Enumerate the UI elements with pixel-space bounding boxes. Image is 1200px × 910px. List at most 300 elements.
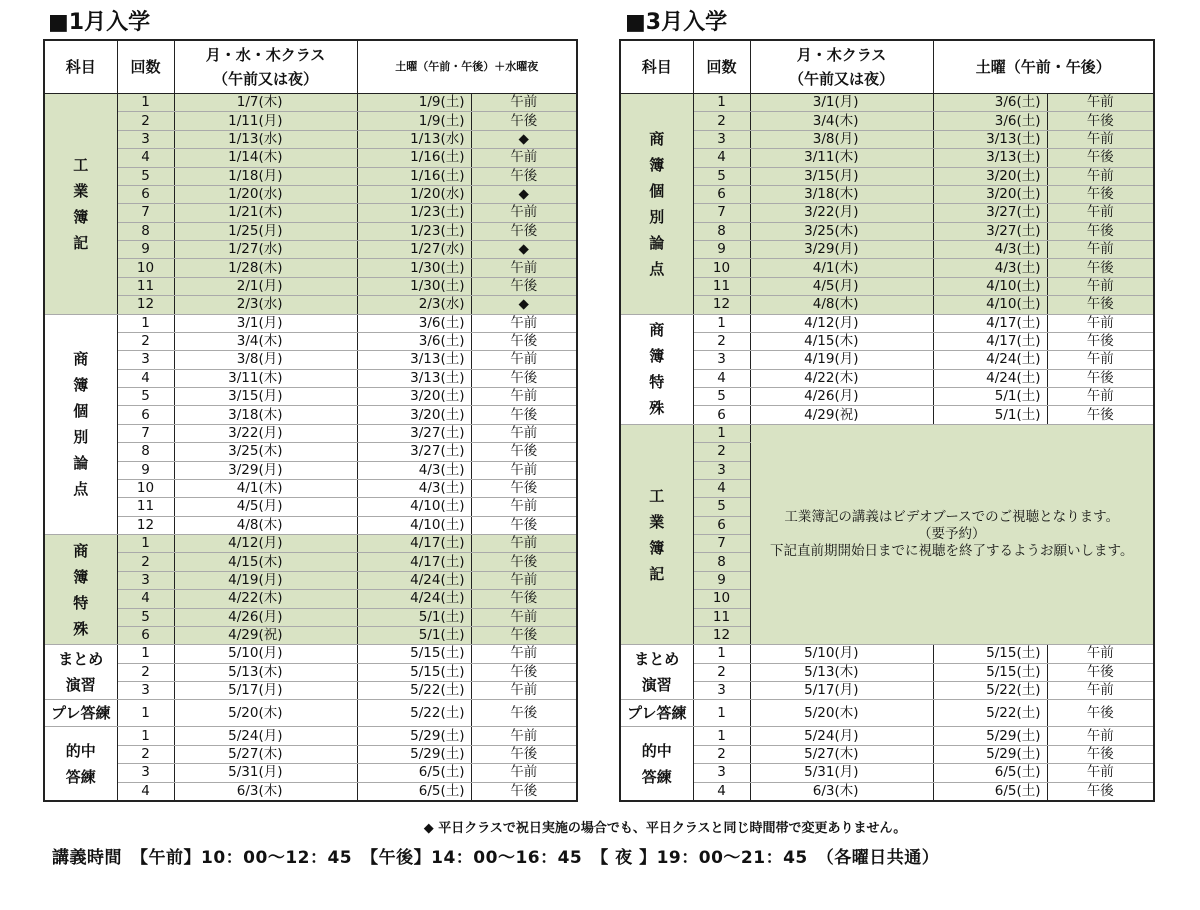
weekday-date: 4/5(月) bbox=[750, 277, 933, 295]
table-row bbox=[44, 222, 577, 240]
subject-label: 商 bbox=[649, 321, 665, 340]
header-subject: 科目 bbox=[620, 40, 693, 94]
table-row bbox=[44, 149, 577, 167]
session-number: 1 bbox=[693, 700, 750, 727]
weekend-date: 4/10(土) bbox=[357, 516, 471, 534]
weekday-date: 4/1(木) bbox=[174, 479, 357, 497]
table-row bbox=[620, 663, 1154, 681]
left-section-title: ■1月入学 bbox=[48, 10, 151, 35]
table-row bbox=[620, 204, 1154, 222]
weekend-date: 1/30(土) bbox=[357, 259, 471, 277]
subject-label: 殊 bbox=[73, 619, 89, 638]
session-number: 2 bbox=[693, 745, 750, 763]
time-slot: 午前 bbox=[1047, 241, 1154, 259]
weekend-date: 3/20(土) bbox=[933, 167, 1047, 185]
header-weekday-line2: （午前又は夜） bbox=[788, 70, 894, 88]
subject-label: 殊 bbox=[649, 399, 665, 418]
weekend-date: 1/16(土) bbox=[357, 149, 471, 167]
session-number: 2 bbox=[117, 745, 174, 763]
weekday-date: 4/22(木) bbox=[750, 369, 933, 387]
session-number: 12 bbox=[117, 516, 174, 534]
session-number: 10 bbox=[117, 479, 174, 497]
session-number: 5 bbox=[117, 388, 174, 406]
table-row bbox=[620, 332, 1154, 350]
subject-label: 別 bbox=[73, 428, 89, 447]
weekday-date: 3/8(月) bbox=[750, 130, 933, 148]
weekend-date: 1/9(土) bbox=[357, 94, 471, 112]
weekday-date: 1/11(月) bbox=[174, 112, 357, 130]
table-row bbox=[620, 764, 1154, 782]
time-slot: 午後 bbox=[1047, 745, 1154, 763]
table-row bbox=[620, 406, 1154, 424]
subject-label: 簿 bbox=[649, 347, 665, 366]
session-number: 3 bbox=[117, 351, 174, 369]
session-number: 3 bbox=[117, 571, 174, 589]
session-number: 1 bbox=[693, 94, 750, 112]
time-slot: 午前 bbox=[471, 645, 577, 663]
session-number: 1 bbox=[117, 645, 174, 663]
session-number: 11 bbox=[117, 498, 174, 516]
session-number: 4 bbox=[693, 369, 750, 387]
weekday-date: 3/15(月) bbox=[174, 388, 357, 406]
session-number: 5 bbox=[693, 167, 750, 185]
session-number: 6 bbox=[117, 406, 174, 424]
time-slot: 午前 bbox=[471, 535, 577, 553]
table-row bbox=[44, 241, 577, 259]
weekday-date: 3/15(月) bbox=[750, 167, 933, 185]
subject-label: 個 bbox=[73, 402, 89, 421]
time-slot: 午前 bbox=[471, 571, 577, 589]
session-number: 5 bbox=[693, 498, 750, 516]
time-slot: 午前 bbox=[1047, 130, 1154, 148]
session-number: 11 bbox=[693, 608, 750, 626]
subject-label: 点 bbox=[73, 480, 89, 499]
session-number: 6 bbox=[693, 516, 750, 534]
table-row bbox=[620, 241, 1154, 259]
weekday-date: 3/29(月) bbox=[174, 461, 357, 479]
session-number: 9 bbox=[693, 571, 750, 589]
weekend-date: 3/27(土) bbox=[933, 204, 1047, 222]
session-number: 6 bbox=[117, 185, 174, 203]
session-number: 1 bbox=[117, 700, 174, 727]
subject-cell bbox=[44, 94, 117, 315]
table-row bbox=[620, 745, 1154, 763]
weekend-date: 3/27(土) bbox=[357, 424, 471, 442]
session-number: 7 bbox=[117, 204, 174, 222]
weekday-date: 3/1(月) bbox=[750, 94, 933, 112]
weekend-date: 5/1(土) bbox=[933, 388, 1047, 406]
session-number: 1 bbox=[693, 727, 750, 745]
session-number: 3 bbox=[693, 682, 750, 700]
subject-label: 記 bbox=[649, 564, 665, 583]
subject-label: 簿 bbox=[73, 207, 89, 226]
header-weekday-class bbox=[750, 40, 933, 94]
session-number: 4 bbox=[117, 149, 174, 167]
weekend-date: 6/5(土) bbox=[357, 782, 471, 801]
table-row bbox=[44, 332, 577, 350]
weekday-date: 5/31(月) bbox=[750, 764, 933, 782]
weekday-date: 4/15(木) bbox=[750, 332, 933, 350]
time-slot: 午後 bbox=[1047, 406, 1154, 424]
session-number: 5 bbox=[117, 167, 174, 185]
time-slot: 午前 bbox=[1047, 94, 1154, 112]
time-slot: 午後 bbox=[471, 167, 577, 185]
session-number: 4 bbox=[117, 369, 174, 387]
subject-cell bbox=[44, 314, 117, 535]
subject-label: 論 bbox=[649, 233, 665, 252]
table-row bbox=[44, 351, 577, 369]
weekend-date: 4/24(土) bbox=[933, 369, 1047, 387]
weekend-date: 3/20(土) bbox=[357, 388, 471, 406]
session-number: 1 bbox=[117, 727, 174, 745]
weekend-date: 1/23(土) bbox=[357, 222, 471, 240]
weekday-date: 1/18(月) bbox=[174, 167, 357, 185]
time-slot: 午後 bbox=[1047, 369, 1154, 387]
weekend-date: 5/15(土) bbox=[357, 645, 471, 663]
session-number: 6 bbox=[693, 406, 750, 424]
weekday-date: 5/17(月) bbox=[174, 682, 357, 700]
session-number: 3 bbox=[693, 764, 750, 782]
subject-label: プレ答練 bbox=[51, 704, 111, 723]
weekday-date: 1/20(水) bbox=[174, 185, 357, 203]
subject-label: 商 bbox=[73, 541, 89, 560]
weekday-date: 1/7(木) bbox=[174, 94, 357, 112]
weekday-date: 4/12(月) bbox=[750, 314, 933, 332]
weekday-date: 1/27(水) bbox=[174, 241, 357, 259]
weekday-date: 5/10(月) bbox=[750, 645, 933, 663]
time-slot: 午後 bbox=[1047, 663, 1154, 681]
weekend-date: 3/27(土) bbox=[357, 443, 471, 461]
subject-label: 工 bbox=[73, 155, 89, 174]
table-row bbox=[44, 516, 577, 534]
table-row bbox=[44, 406, 577, 424]
weekday-date: 5/27(木) bbox=[174, 745, 357, 763]
weekend-date: 4/24(土) bbox=[357, 571, 471, 589]
subject-label: 論 bbox=[73, 454, 89, 473]
session-number: 4 bbox=[693, 479, 750, 497]
video-booth-note: 工業簿記の講義はビデオブースでのご視聴となります。 （要予約） 下記直前期開始日までに視聴を終了するようお願いします。 bbox=[750, 424, 1154, 645]
weekday-date: 3/1(月) bbox=[174, 314, 357, 332]
session-number: 9 bbox=[693, 241, 750, 259]
time-slot: 午後 bbox=[471, 479, 577, 497]
weekday-date: 4/29(祝) bbox=[174, 626, 357, 644]
weekday-date: 1/13(水) bbox=[174, 130, 357, 148]
session-number: 3 bbox=[693, 351, 750, 369]
time-slot: 午後 bbox=[471, 553, 577, 571]
time-slot: 午前 bbox=[471, 149, 577, 167]
weekday-date: 3/4(木) bbox=[174, 332, 357, 350]
table-row bbox=[620, 782, 1154, 801]
time-slot: 午後 bbox=[471, 782, 577, 801]
subject-label: 商 bbox=[73, 350, 89, 369]
table-header-row bbox=[620, 40, 1154, 94]
time-slot: 午前 bbox=[1047, 167, 1154, 185]
table-row bbox=[44, 112, 577, 130]
time-slot: 午前 bbox=[1047, 351, 1154, 369]
session-number: 3 bbox=[117, 682, 174, 700]
table-row bbox=[44, 314, 577, 332]
time-slot: 午後 bbox=[1047, 332, 1154, 350]
time-slot: 午後 bbox=[471, 112, 577, 130]
time-slot: 午前 bbox=[1047, 645, 1154, 663]
session-number: 9 bbox=[117, 461, 174, 479]
table-row bbox=[620, 185, 1154, 203]
session-number: 2 bbox=[117, 332, 174, 350]
subject-label: 簿 bbox=[73, 567, 89, 586]
subject-cell bbox=[620, 424, 693, 645]
weekend-date: 5/29(土) bbox=[357, 745, 471, 763]
weekend-date: 3/6(土) bbox=[933, 112, 1047, 130]
table-row bbox=[44, 94, 577, 112]
weekend-date: 4/10(土) bbox=[933, 277, 1047, 295]
session-number: 11 bbox=[117, 277, 174, 295]
weekday-date: 4/29(祝) bbox=[750, 406, 933, 424]
subject-label: 業 bbox=[73, 181, 89, 200]
table-row bbox=[44, 590, 577, 608]
time-slot: 午後 bbox=[471, 590, 577, 608]
subject-label: 簿 bbox=[649, 155, 665, 174]
table-row bbox=[44, 682, 577, 700]
time-slot: ◆ bbox=[471, 241, 577, 259]
weekend-date: 5/22(土) bbox=[357, 682, 471, 700]
table-row bbox=[620, 277, 1154, 295]
table-row bbox=[44, 727, 577, 745]
table-row bbox=[44, 645, 577, 663]
table-row bbox=[44, 461, 577, 479]
table-row bbox=[44, 443, 577, 461]
subject-cell bbox=[620, 314, 693, 424]
table-row bbox=[44, 277, 577, 295]
table-row bbox=[620, 682, 1154, 700]
session-number: 8 bbox=[117, 443, 174, 461]
weekday-date: 3/11(木) bbox=[750, 149, 933, 167]
weekend-date: 3/20(土) bbox=[357, 406, 471, 424]
session-number: 3 bbox=[693, 130, 750, 148]
time-slot: ◆ bbox=[471, 185, 577, 203]
weekend-date: 5/22(土) bbox=[933, 700, 1047, 727]
session-number: 3 bbox=[693, 461, 750, 479]
session-number: 4 bbox=[117, 782, 174, 801]
table-row bbox=[44, 424, 577, 442]
subject-cell bbox=[44, 535, 117, 645]
time-slot: 午前 bbox=[1047, 204, 1154, 222]
header-subject: 科目 bbox=[44, 40, 117, 94]
weekend-date: 3/13(土) bbox=[933, 149, 1047, 167]
weekday-date: 4/8(木) bbox=[750, 296, 933, 314]
weekend-date: 4/3(土) bbox=[933, 259, 1047, 277]
table-row bbox=[44, 663, 577, 681]
subject-label: 商 bbox=[649, 129, 665, 148]
weekday-date: 2/1(月) bbox=[174, 277, 357, 295]
header-weekday-class bbox=[174, 40, 357, 94]
time-slot: 午後 bbox=[471, 443, 577, 461]
footnote: ◆ 平日クラスで祝日実施の場合でも、平日クラスと同じ時間帯で変更ありません。 bbox=[423, 821, 907, 836]
weekday-date: 5/17(月) bbox=[750, 682, 933, 700]
weekday-date: 4/5(月) bbox=[174, 498, 357, 516]
weekday-date: 5/27(木) bbox=[750, 745, 933, 763]
subject-cell bbox=[44, 645, 117, 700]
time-slot: 午後 bbox=[1047, 222, 1154, 240]
session-number: 1 bbox=[693, 314, 750, 332]
weekend-date: 3/27(土) bbox=[933, 222, 1047, 240]
session-number: 1 bbox=[693, 645, 750, 663]
session-number: 3 bbox=[117, 130, 174, 148]
weekday-date: 5/13(木) bbox=[750, 663, 933, 681]
lecture-hours: 講義時間 【午前】10：00〜12：45 【午後】14：00〜16：45 【 夜 】19：00〜21：45 （各曜日共通） bbox=[52, 848, 940, 868]
subject-label: 答練 bbox=[65, 767, 96, 786]
table-row bbox=[44, 571, 577, 589]
table-row bbox=[44, 388, 577, 406]
table-row bbox=[620, 424, 1154, 442]
subject-cell bbox=[620, 645, 693, 700]
time-slot: 午後 bbox=[471, 277, 577, 295]
subject-label: 答練 bbox=[641, 767, 672, 786]
weekday-date: 3/29(月) bbox=[750, 241, 933, 259]
time-slot: 午後 bbox=[1047, 296, 1154, 314]
session-number: 9 bbox=[117, 241, 174, 259]
time-slot: 午後 bbox=[1047, 149, 1154, 167]
weekend-date: 1/20(水) bbox=[357, 185, 471, 203]
time-slot: 午後 bbox=[471, 626, 577, 644]
table-row bbox=[620, 112, 1154, 130]
time-slot: 午前 bbox=[471, 608, 577, 626]
session-number: 2 bbox=[117, 553, 174, 571]
subject-label: プレ答練 bbox=[627, 704, 687, 723]
weekend-date: 6/5(土) bbox=[933, 782, 1047, 801]
weekday-date: 2/3(水) bbox=[174, 296, 357, 314]
session-number: 10 bbox=[693, 590, 750, 608]
weekend-date: 5/29(土) bbox=[933, 745, 1047, 763]
weekday-date: 3/25(木) bbox=[750, 222, 933, 240]
table-row bbox=[620, 222, 1154, 240]
weekend-date: 4/17(土) bbox=[357, 553, 471, 571]
weekday-date: 3/11(木) bbox=[174, 369, 357, 387]
time-slot: 午後 bbox=[471, 332, 577, 350]
session-number: 12 bbox=[693, 626, 750, 644]
schedule-table-january bbox=[43, 39, 578, 802]
weekend-date: 4/10(土) bbox=[357, 498, 471, 516]
session-number: 6 bbox=[117, 626, 174, 644]
weekday-date: 3/22(月) bbox=[750, 204, 933, 222]
weekend-date: 1/27(水) bbox=[357, 241, 471, 259]
table-row bbox=[44, 626, 577, 644]
time-slot: 午前 bbox=[1047, 764, 1154, 782]
header-count: 回数 bbox=[117, 40, 174, 94]
table-row bbox=[620, 351, 1154, 369]
weekday-date: 4/19(月) bbox=[750, 351, 933, 369]
table-row bbox=[620, 94, 1154, 112]
subject-cell bbox=[44, 727, 117, 801]
weekend-date: 6/5(土) bbox=[933, 764, 1047, 782]
weekday-date: 5/13(木) bbox=[174, 663, 357, 681]
time-slot: 午前 bbox=[1047, 277, 1154, 295]
table-row bbox=[44, 167, 577, 185]
session-number: 2 bbox=[693, 332, 750, 350]
header-weekday-line1: 月・木クラス bbox=[796, 46, 887, 64]
time-slot: 午後 bbox=[471, 700, 577, 727]
session-number: 7 bbox=[117, 424, 174, 442]
weekday-date: 1/28(木) bbox=[174, 259, 357, 277]
subject-label: 的中 bbox=[641, 741, 672, 760]
weekday-date: 3/18(木) bbox=[750, 185, 933, 203]
session-number: 1 bbox=[117, 94, 174, 112]
session-number: 2 bbox=[693, 112, 750, 130]
session-number: 2 bbox=[693, 663, 750, 681]
subject-cell bbox=[620, 700, 693, 727]
table-row bbox=[44, 553, 577, 571]
weekday-date: 1/21(木) bbox=[174, 204, 357, 222]
table-row bbox=[620, 388, 1154, 406]
subject-label: 別 bbox=[649, 207, 665, 226]
weekend-date: 5/1(土) bbox=[357, 608, 471, 626]
session-number: 4 bbox=[693, 149, 750, 167]
time-slot: 午前 bbox=[1047, 682, 1154, 700]
subject-label: 特 bbox=[73, 593, 89, 612]
table-row bbox=[620, 314, 1154, 332]
time-slot: 午前 bbox=[471, 764, 577, 782]
table-row bbox=[44, 608, 577, 626]
session-number: 10 bbox=[117, 259, 174, 277]
weekend-date: 2/3(水) bbox=[357, 296, 471, 314]
time-slot: 午後 bbox=[471, 369, 577, 387]
table-row bbox=[620, 296, 1154, 314]
weekend-date: 4/24(土) bbox=[357, 590, 471, 608]
session-number: 2 bbox=[117, 663, 174, 681]
header-weekend-class: 土曜（午前・午後） bbox=[933, 40, 1154, 94]
table-row bbox=[620, 727, 1154, 745]
session-number: 8 bbox=[117, 222, 174, 240]
table-row bbox=[44, 479, 577, 497]
weekend-date: 5/15(土) bbox=[357, 663, 471, 681]
weekday-date: 3/4(木) bbox=[750, 112, 933, 130]
subject-label: 点 bbox=[649, 259, 665, 278]
weekday-date: 4/19(月) bbox=[174, 571, 357, 589]
session-number: 12 bbox=[117, 296, 174, 314]
weekday-date: 5/24(月) bbox=[750, 727, 933, 745]
table-row bbox=[44, 745, 577, 763]
subject-label: まとめ bbox=[634, 650, 680, 669]
time-slot: 午前 bbox=[471, 259, 577, 277]
subject-label: 簿 bbox=[73, 376, 89, 395]
session-number: 5 bbox=[693, 388, 750, 406]
time-slot: 午後 bbox=[1047, 782, 1154, 801]
session-number: 11 bbox=[693, 277, 750, 295]
weekday-date: 5/24(月) bbox=[174, 727, 357, 745]
weekday-date: 4/12(月) bbox=[174, 535, 357, 553]
weekday-date: 4/26(月) bbox=[174, 608, 357, 626]
time-slot: 午後 bbox=[471, 663, 577, 681]
weekend-date: 3/13(土) bbox=[933, 130, 1047, 148]
session-number: 1 bbox=[693, 424, 750, 442]
time-slot: 午前 bbox=[1047, 388, 1154, 406]
weekend-date: 1/30(土) bbox=[357, 277, 471, 295]
subject-label: 特 bbox=[649, 373, 665, 392]
time-slot: 午後 bbox=[471, 516, 577, 534]
header-weekend-class: 土曜（午前・午後）＋水曜夜 bbox=[357, 40, 577, 94]
subject-label: 個 bbox=[649, 181, 665, 200]
weekend-date: 4/17(土) bbox=[357, 535, 471, 553]
weekend-date: 4/3(土) bbox=[933, 241, 1047, 259]
weekend-date: 3/6(土) bbox=[357, 314, 471, 332]
session-number: 2 bbox=[693, 443, 750, 461]
header-count: 回数 bbox=[693, 40, 750, 94]
weekday-date: 1/14(木) bbox=[174, 149, 357, 167]
header-weekday-line2: （午前又は夜） bbox=[212, 70, 318, 88]
weekday-date: 5/20(木) bbox=[174, 700, 357, 727]
weekend-date: 3/20(土) bbox=[933, 185, 1047, 203]
weekday-date: 5/20(木) bbox=[750, 700, 933, 727]
time-slot: 午前 bbox=[471, 424, 577, 442]
